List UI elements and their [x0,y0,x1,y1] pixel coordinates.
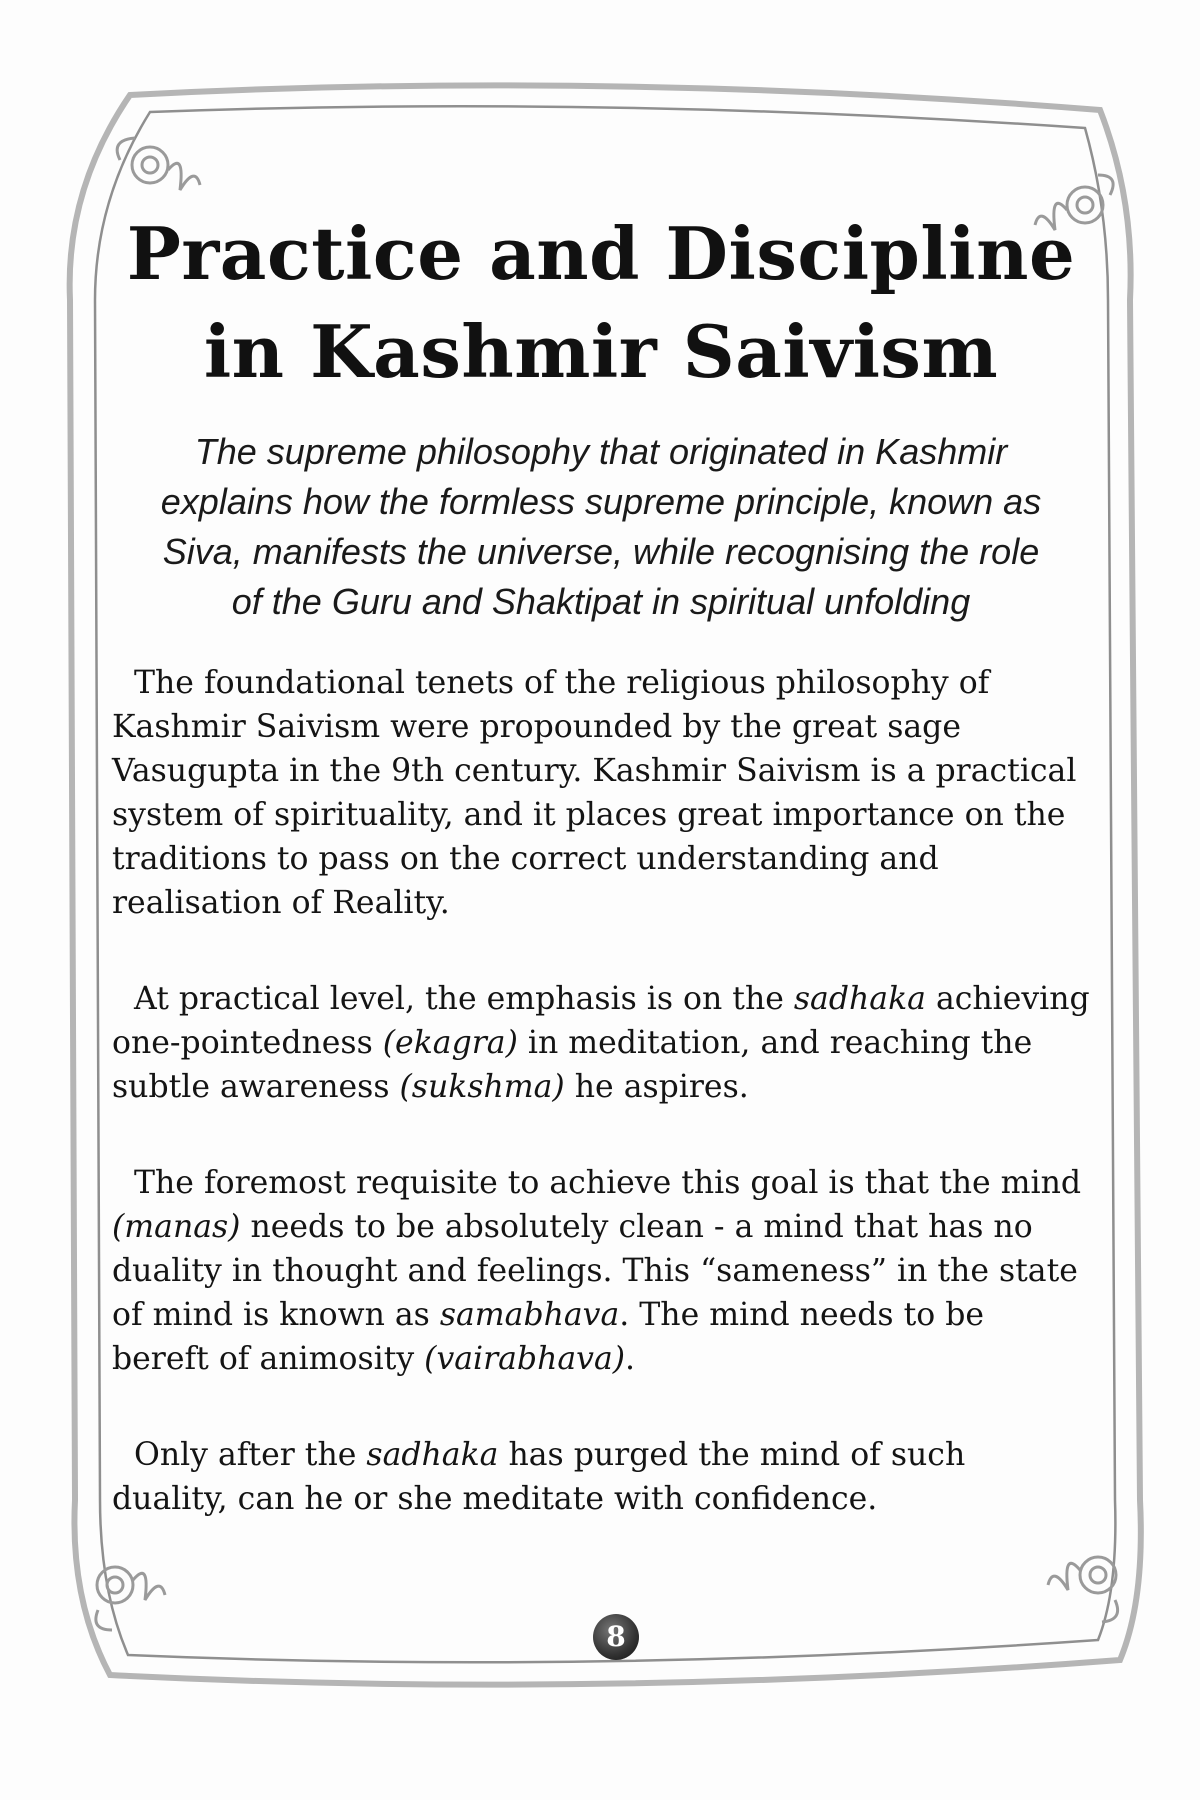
body-paragraph [112,1161,1090,1381]
paragraph-text: Only after the [134,1437,367,1473]
page-subtitle: The supreme philosophy that originated in Kashmir explains how the formless supreme principle, known as Siva, manifests the universe, while recognising the role of the Guru and Shaktipat in spiritual unfolding [160,431,1042,622]
body-paragraph [112,661,1090,925]
italic-term: sadhaka [793,981,926,1017]
italic-term: (ekagra) [382,1025,518,1061]
body-paragraph [112,977,1090,1109]
paragraph-text: achieving one-pointedness [112,981,1090,1061]
body-text [112,661,1090,1521]
page-content [112,205,1090,1573]
italic-term: sadhaka [366,1437,499,1473]
italic-term: samabhava [439,1297,620,1333]
paragraph-text: At practical level, the emphasis is on the [134,981,794,1017]
page-title [112,205,1090,401]
body-paragraph [112,1433,1090,1521]
paragraph-text: The foremost requisite to achieve this goal is that the mind [134,1165,1082,1201]
paragraph-text: . [625,1341,636,1377]
corner-flourish-icon [117,138,200,190]
italic-term: (sukshma) [399,1069,565,1105]
page-number: 8 [593,1614,639,1660]
italic-term: (manas) [112,1209,241,1245]
paragraph-text: . The mind needs to be bereft of animosity [112,1297,985,1377]
paragraph-text: needs to be absolutely clean - a mind that has no duality in thought and feelings. This “sameness” in the state of mind is known as [112,1209,1078,1333]
paragraph-text: in meditation, and reaching the subtle awareness [112,1025,1033,1105]
paragraph-text: The foundational tenets of the religious philosophy of Kashmir Saivism were propounded by the great sage Vasugupta in the 9th century. Kashmir Saivism is a practical system of spirituality, and it places great importance on the traditions to pass on the correct understanding and realisation of Reality. [112,665,1077,921]
paragraph-text: has purged the mind of such duality, can he or she meditate with confidence. [112,1437,966,1517]
paragraph-text: he aspires. [564,1069,749,1105]
italic-term: (vairabhava) [424,1341,626,1377]
title-line-1: Practice and Discipline [126,211,1076,296]
title-line-2: in Kashmir Saivism [203,309,999,394]
